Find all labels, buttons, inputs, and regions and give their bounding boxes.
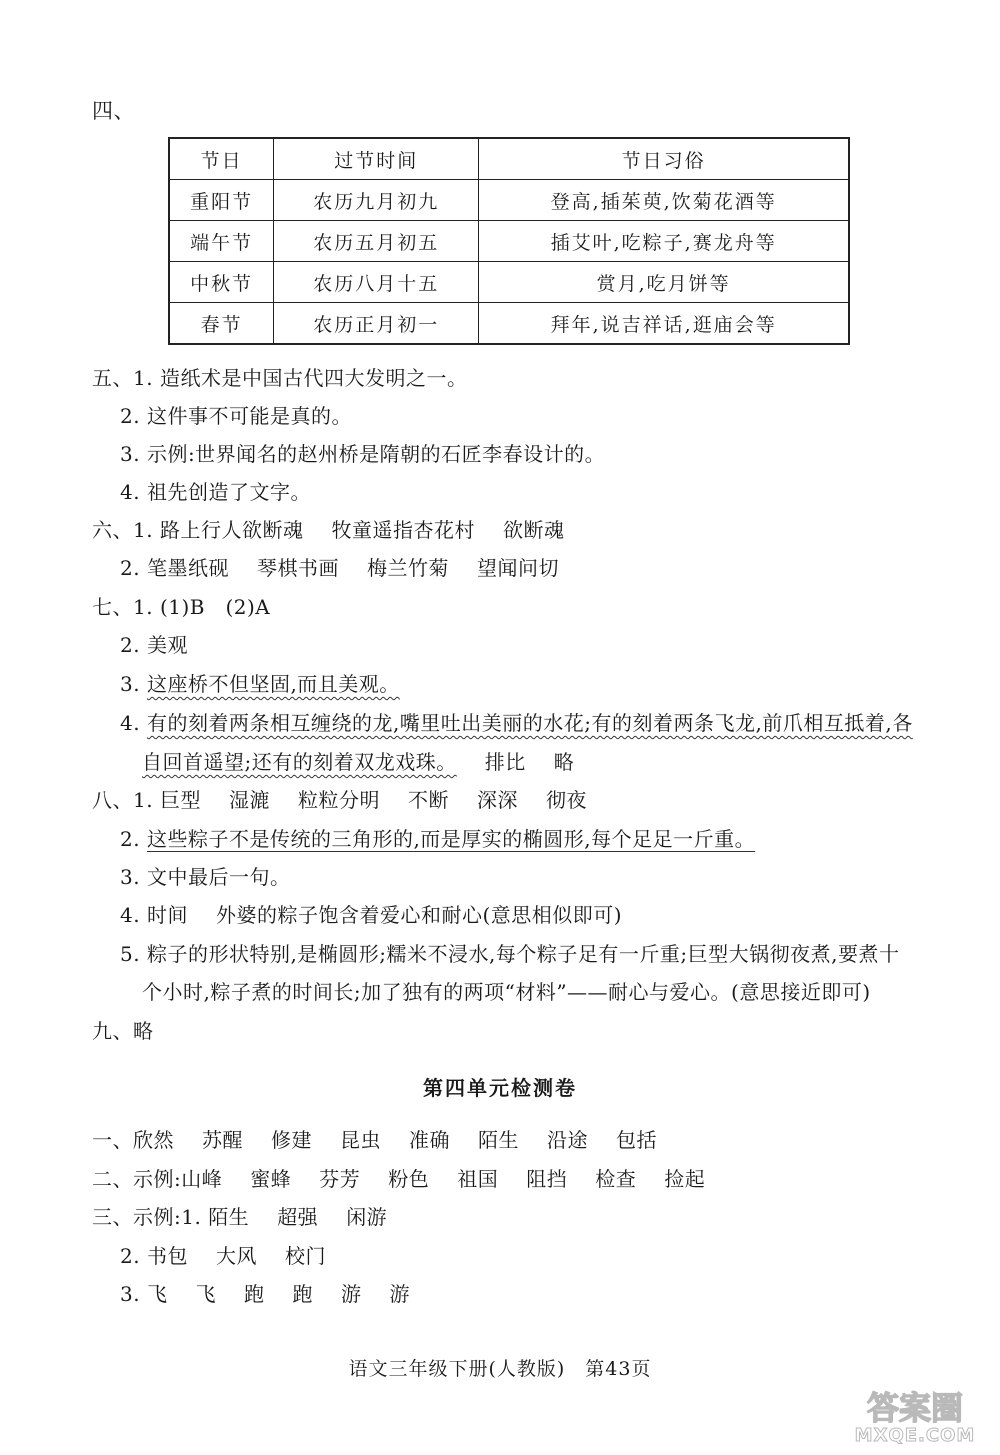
- answer-part: 书包: [146, 1244, 188, 1268]
- answer-part: 包括: [616, 1128, 657, 1152]
- answer-part: 闲游: [346, 1205, 388, 1229]
- unit-4-item-1: [92, 1127, 657, 1153]
- answer-part: 飞: [146, 1282, 168, 1306]
- answer-part: 游: [340, 1282, 362, 1306]
- answer-part: 飞: [195, 1282, 216, 1306]
- answer-part: 笔墨纸砚: [146, 556, 229, 580]
- table-header-cell: 过节时间: [274, 138, 479, 180]
- answer-part: 巨型: [159, 788, 201, 812]
- answer-part: 沿途: [547, 1128, 588, 1152]
- section-5-item-3: 3. 示例:世界闻名的赵州桥是隋朝的石匠李春设计的。: [120, 442, 606, 466]
- page-footer: 语文三年级下册(人教版) 第43页: [348, 1358, 652, 1380]
- answer-part: 欣然: [133, 1128, 174, 1152]
- answer-part: 略: [553, 750, 575, 774]
- section-6-item-1: [92, 517, 564, 543]
- answer-part: 排比: [484, 750, 526, 774]
- item-prefix: 六、1.: [92, 518, 160, 542]
- table-cell: 赏月,吃月饼等: [479, 262, 849, 303]
- item-prefix: 三、示例:1.: [92, 1205, 209, 1229]
- item-prefix: 3.: [120, 1282, 147, 1306]
- table-header-row: [169, 138, 849, 180]
- watermark-text-url: MXQE.COM: [854, 1425, 976, 1446]
- answer-part: 不断: [407, 788, 449, 812]
- section-5-item-2: 2. 这件事不可能是真的。: [120, 404, 352, 428]
- answer-part: 游: [389, 1282, 410, 1306]
- section-8-item-1: [92, 787, 587, 813]
- section-8-item-2: [120, 826, 755, 852]
- table-cell: 拜年,说吉祥话,逛庙会等: [479, 303, 849, 345]
- table-cell: 农历正月初一: [274, 303, 479, 345]
- answer-part: 超强: [277, 1205, 319, 1229]
- answer-part: 路上行人欲断魂: [159, 518, 304, 542]
- unit-4-item-3-1: [92, 1204, 387, 1230]
- table-cell: 春节: [169, 303, 274, 345]
- answer-part: 校门: [284, 1244, 326, 1268]
- answer-part: 彻夜: [545, 788, 587, 812]
- unit-4-item-3-2: [120, 1243, 326, 1269]
- wavy-underlined-answer: 自回首遥望;还有的刻着双龙戏珠。: [142, 750, 457, 774]
- answer-part: 山峰: [181, 1167, 223, 1191]
- answer-part: 粒粒分明: [297, 788, 380, 812]
- answer-part: 湿漉: [228, 788, 270, 812]
- underlined-answer: 这些粽子不是传统的三角形的,而是厚实的椭圆形,每个足足一斤重。: [146, 827, 756, 851]
- table-header-cell: 节日习俗: [479, 138, 849, 180]
- answer-part: 大风: [215, 1244, 257, 1268]
- answer-part: 外婆的粽子饱含着爱心和耐心(意思相似即可): [215, 903, 623, 927]
- table-row: [169, 221, 849, 262]
- answer-part: 望闻问切: [476, 556, 559, 580]
- answer-part: 苏醒: [202, 1128, 243, 1152]
- answer-part: 跑: [243, 1282, 265, 1306]
- answer-part: 昆虫: [340, 1128, 381, 1152]
- table-cell: 农历五月初五: [274, 221, 479, 262]
- section-7-item-3: [120, 671, 400, 697]
- unit-4-title: 第四单元检测卷: [423, 1076, 577, 1100]
- unit-4-item-3-3: [120, 1281, 410, 1307]
- answer-part: 捡起: [664, 1167, 706, 1191]
- item-prefix: 3.: [120, 672, 147, 696]
- answer-part: 粉色: [388, 1167, 430, 1191]
- answer-part: 修建: [271, 1128, 312, 1152]
- table-cell: 农历八月十五: [274, 262, 479, 303]
- section-7-item-2: 2. 美观: [120, 633, 188, 657]
- item-prefix: 2.: [120, 556, 147, 580]
- section-8-item-5-line-1: 5. 粽子的形状特别,是椭圆形;糯米不浸水,每个粽子足有一斤重;巨型大锅彻夜煮,要煮十: [120, 942, 900, 966]
- table-row: [169, 303, 849, 345]
- section-4-label: 四、: [92, 99, 135, 123]
- section-8-item-5-line-2: 个小时,粽子煮的时间长;加了独有的两项“材料”——耐心与爱心。(意思接近即可): [142, 980, 871, 1004]
- answer-part: 蜜蜂: [250, 1167, 292, 1191]
- answer-part: 琴棋书画: [256, 556, 339, 580]
- table-header-cell: 节日: [169, 138, 274, 180]
- section-9: 九、略: [92, 1019, 154, 1043]
- section-5-item-4: 4. 祖先创造了文字。: [120, 480, 311, 504]
- answer-part: 跑: [292, 1282, 313, 1306]
- section-7-item-4-line-2: [142, 749, 574, 775]
- answer-part: 检查: [595, 1167, 637, 1191]
- answer-part: 陌生: [208, 1205, 250, 1229]
- item-prefix: 2.: [120, 827, 147, 851]
- section-5-item-1: 五、1. 造纸术是中国古代四大发明之一。: [92, 366, 468, 390]
- item-prefix: 2.: [120, 1244, 147, 1268]
- table-cell: 农历九月初九: [274, 180, 479, 221]
- item-prefix: 4.: [120, 711, 147, 735]
- table-row: [169, 262, 849, 303]
- answer-part: 准确: [409, 1128, 450, 1152]
- watermark-text-cn: 答案圈: [866, 1389, 964, 1427]
- table-cell: 端午节: [169, 221, 274, 262]
- answer-part: 欲断魂: [502, 518, 565, 542]
- item-prefix: 一、: [92, 1128, 133, 1152]
- wavy-underlined-answer: 这座桥不但坚固,而且美观。: [146, 672, 400, 696]
- wavy-underlined-answer: 有的刻着两条相互缠绕的龙,嘴里吐出美丽的水花;有的刻着两条飞龙,前爪相互抵着,各: [146, 711, 913, 735]
- answer-part: 陌生: [478, 1128, 519, 1152]
- section-7-item-1: 七、1. (1)B (2)A: [92, 595, 271, 619]
- section-6-item-2: [120, 555, 559, 581]
- table-cell: 重阳节: [169, 180, 274, 221]
- answer-part: 牧童遥指杏花村: [331, 518, 475, 542]
- table-row: [169, 180, 849, 221]
- section-8-item-4: [120, 902, 622, 928]
- table-cell: 登高,插茱萸,饮菊花酒等: [479, 180, 849, 221]
- section-7-item-4-line-1: [120, 710, 913, 736]
- watermark-logo: [840, 1381, 990, 1447]
- answer-part: 时间: [146, 903, 188, 927]
- answer-part: 阻挡: [526, 1167, 568, 1191]
- item-prefix: 八、1.: [92, 788, 160, 812]
- answer-part: 梅兰竹菊: [366, 556, 449, 580]
- unit-4-item-2: [92, 1166, 705, 1192]
- item-prefix: 4.: [120, 903, 147, 927]
- table-cell: 插艾叶,吃粽子,赛龙舟等: [479, 221, 849, 262]
- answer-part: 芬芳: [319, 1167, 361, 1191]
- item-prefix: 二、示例:: [92, 1167, 182, 1191]
- table-cell: 中秋节: [169, 262, 274, 303]
- festival-table: [168, 137, 850, 345]
- answer-part: 祖国: [457, 1167, 499, 1191]
- answer-part: 深深: [476, 788, 518, 812]
- section-8-item-3: 3. 文中最后一句。: [120, 865, 291, 889]
